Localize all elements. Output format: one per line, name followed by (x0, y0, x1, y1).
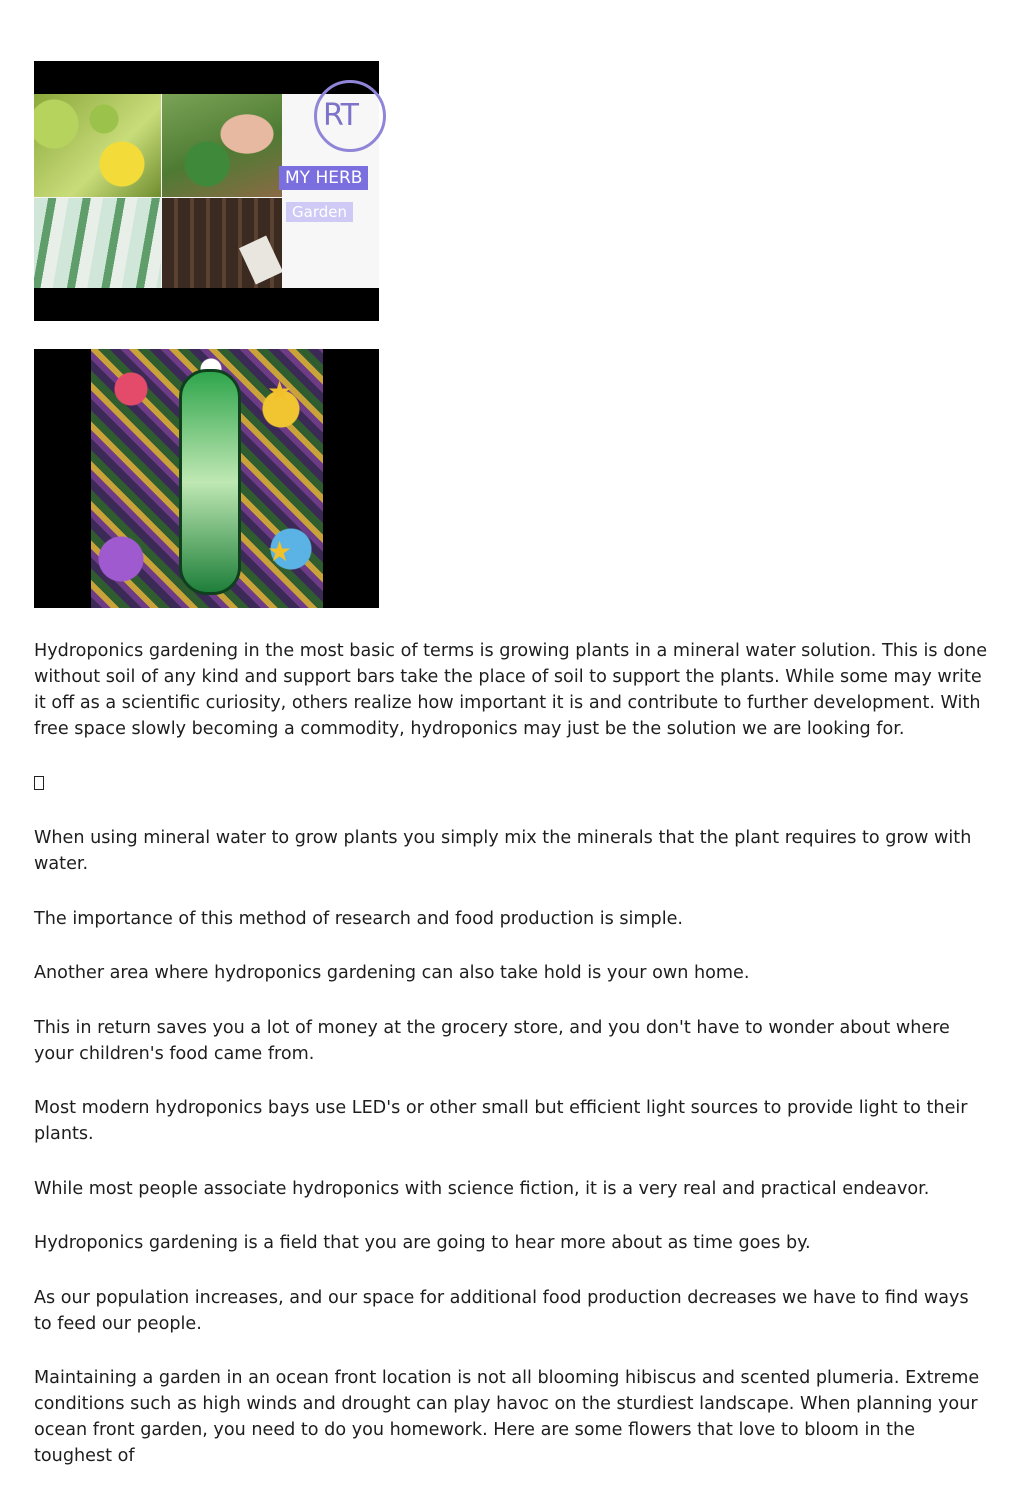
lemon-tree-photo (34, 94, 161, 197)
hand-with-herbs-photo (162, 94, 282, 197)
article-body (34, 638, 990, 1498)
paragraph: As our population increases, and our space for additional food production decreases we have to find ways to feed our people. (34, 1287, 969, 1334)
missing-glyph-line (34, 771, 990, 797)
herb-garden-thumbnail[interactable] (34, 61, 379, 321)
psychedelic-artwork (91, 349, 323, 608)
paragraph: Most modern hydroponics bays use LED's or other small but efficient light sources to provide light to their plants. (34, 1098, 968, 1144)
star-icon: ★ (267, 375, 293, 408)
my-herb-label: MY HERB (279, 166, 368, 190)
paragraph: The importance of this method of research and food production is simple. (34, 908, 684, 929)
paragraph: While most people associate hydroponics with science fiction, it is a very real and practical endeavor. (34, 1178, 930, 1199)
album-art-thumbnail[interactable] (34, 349, 379, 608)
paragraph: When using mineral water to grow plants you simply mix the minerals that the plant requires to grow with water. (34, 828, 972, 874)
rt-logo-text: RT (323, 98, 358, 133)
graffiti-title-shape (179, 369, 241, 595)
seed-packets-photo (34, 198, 161, 288)
paragraph: Maintaining a garden in an ocean front location is not all blooming hibiscus and scented plumeria. Extreme conditions such as high winds and drought can play havoc on the sturdiest landscape. When planning your ocean front garden, you need to do you homework. Here are some flowers that love to bloom in the toughest of (34, 1368, 980, 1466)
paragraph: Hydroponics gardening is a field that you are going to hear more about as time goes by. (34, 1233, 811, 1253)
intro-paragraph: Hydroponics gardening in the most basic of terms is growing plants in a mineral water solution. This is done without soil of any kind and support bars take the place of soil to support the plants. While some may write it off as a scientific curiosity, others realize how important it is and contribute to further development. With free space slowly becoming a commodity, hydroponics may just be the solution we are looking for. (34, 641, 988, 739)
garden-label: Garden (286, 202, 353, 222)
paragraph: This in return saves you a lot of money at the grocery store, and you don't have to wonder about where your children's food came from. (34, 1017, 950, 1064)
missing-glyph-icon (34, 776, 44, 790)
seed-tray-photo (162, 198, 282, 288)
star-icon: ★ (267, 535, 293, 568)
paragraph: Another area where hydroponics gardening can also take hold is your own home. (34, 963, 750, 983)
herb-collage (34, 94, 379, 288)
